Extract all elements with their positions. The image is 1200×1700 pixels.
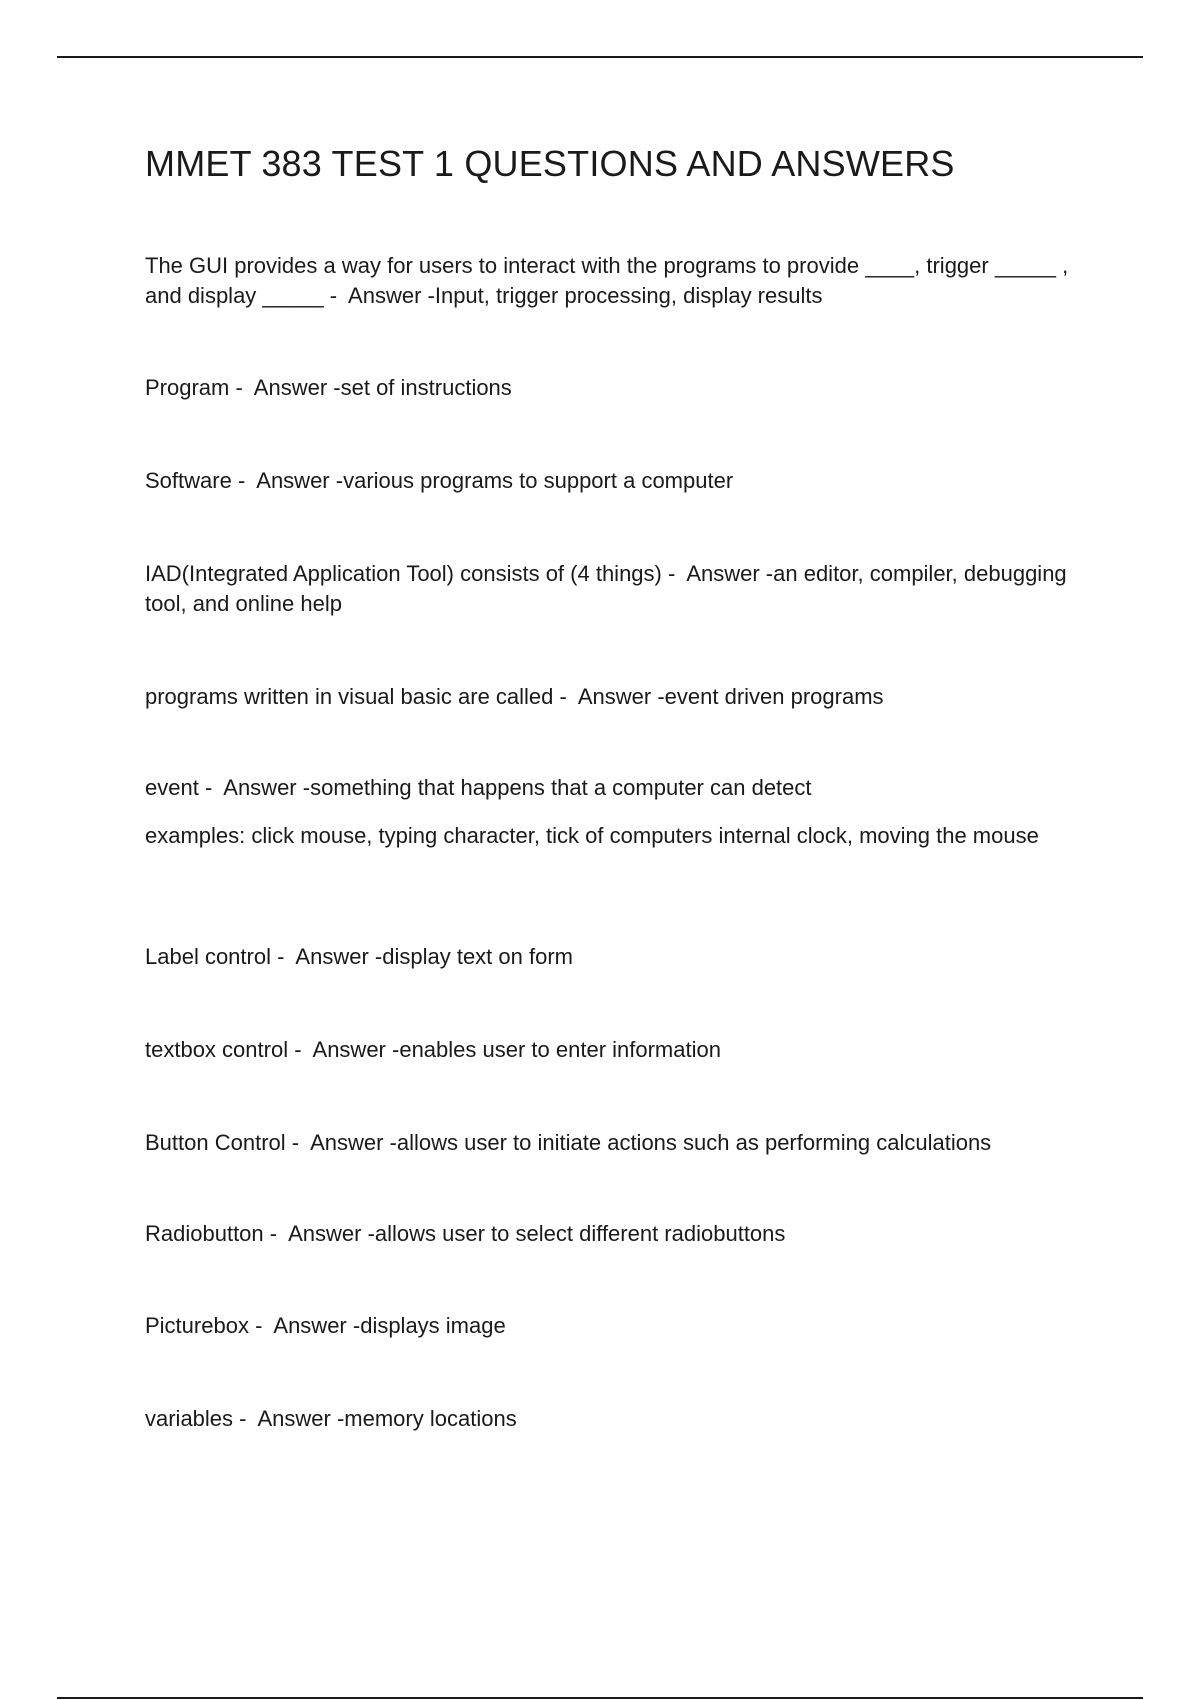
page-title: MMET 383 TEST 1 QUESTIONS AND ANSWERS [145,143,955,184]
qa-item-event-examples: examples: click mouse, typing character, tick of computers internal clock, moving the mouse [145,823,1039,848]
question-text: Picturebox [145,1313,249,1338]
answer-text: various programs to support a computer [343,468,734,493]
answer-text: Input, trigger processing, display results [434,283,823,308]
qa-item-iad: IAD(Integrated Application Tool) consists of (4 things) - Answer -an editor, compiler, debugging tool, and online help [145,561,1067,616]
qa-item-event: event - Answer -something that happens that a computer can detect [145,775,812,800]
qa-item-picturebox: Picturebox - Answer -displays image [145,1313,506,1338]
bottom-rule [57,1697,1143,1699]
qa-item-visual-basic: programs written in visual basic are called - Answer -event driven programs [145,684,884,709]
question-text: textbox control [145,1037,289,1062]
qa-item-button-control: Button Control - Answer -allows user to initiate actions such as performing calculations [145,1130,992,1155]
answer-text: allows user to select different radiobuttons [374,1221,786,1246]
question-text: IAD(Integrated Application Tool) consists of (4 things) [145,561,662,586]
answer-text: display text on form [382,944,573,969]
answer-text: event driven programs [664,684,884,709]
answer-text: an editor, compiler, debugging tool, and online help [145,561,1067,616]
question-text: programs written in visual basic are called [145,684,554,709]
question-text: event [145,775,199,800]
qa-item-textbox-control: textbox control - Answer -enables user to enter information [145,1037,721,1062]
answer-text: displays image [360,1313,506,1338]
answer-text: enables user to enter information [399,1037,721,1062]
answer-text: something that happens that a computer can detect [310,775,812,800]
top-rule [57,56,1143,58]
answer-text: memory locations [344,1406,517,1431]
question-text: Radiobutton [145,1221,264,1246]
question-text: The GUI provides a way for users to interact with the programs to provide ____, trigger _____ , and display _____ [145,253,1069,308]
answer-text: set of instructions [340,375,512,400]
answer-text: allows user to initiate actions such as performing calculations [396,1130,992,1155]
qa-item-label-control: Label control - Answer -display text on form [145,944,573,969]
qa-item-variables: variables - Answer -memory locations [145,1406,517,1431]
question-text: Button Control [145,1130,286,1155]
question-text: Label control [145,944,271,969]
question-text: Software [145,468,232,493]
question-text: variables [145,1406,234,1431]
qa-item-software: Software - Answer -various programs to support a computer [145,468,734,493]
qa-item-gui: The GUI provides a way for users to interact with the programs to provide ____, trigger _____ , and display _____ - Answer -Input, trigger processing, display results [145,253,1069,308]
qa-item-program: Program - Answer -set of instructions [145,375,512,400]
question-text: Program [145,375,230,400]
qa-item-radiobutton: Radiobutton - Answer -allows user to select different radiobuttons [145,1221,786,1246]
